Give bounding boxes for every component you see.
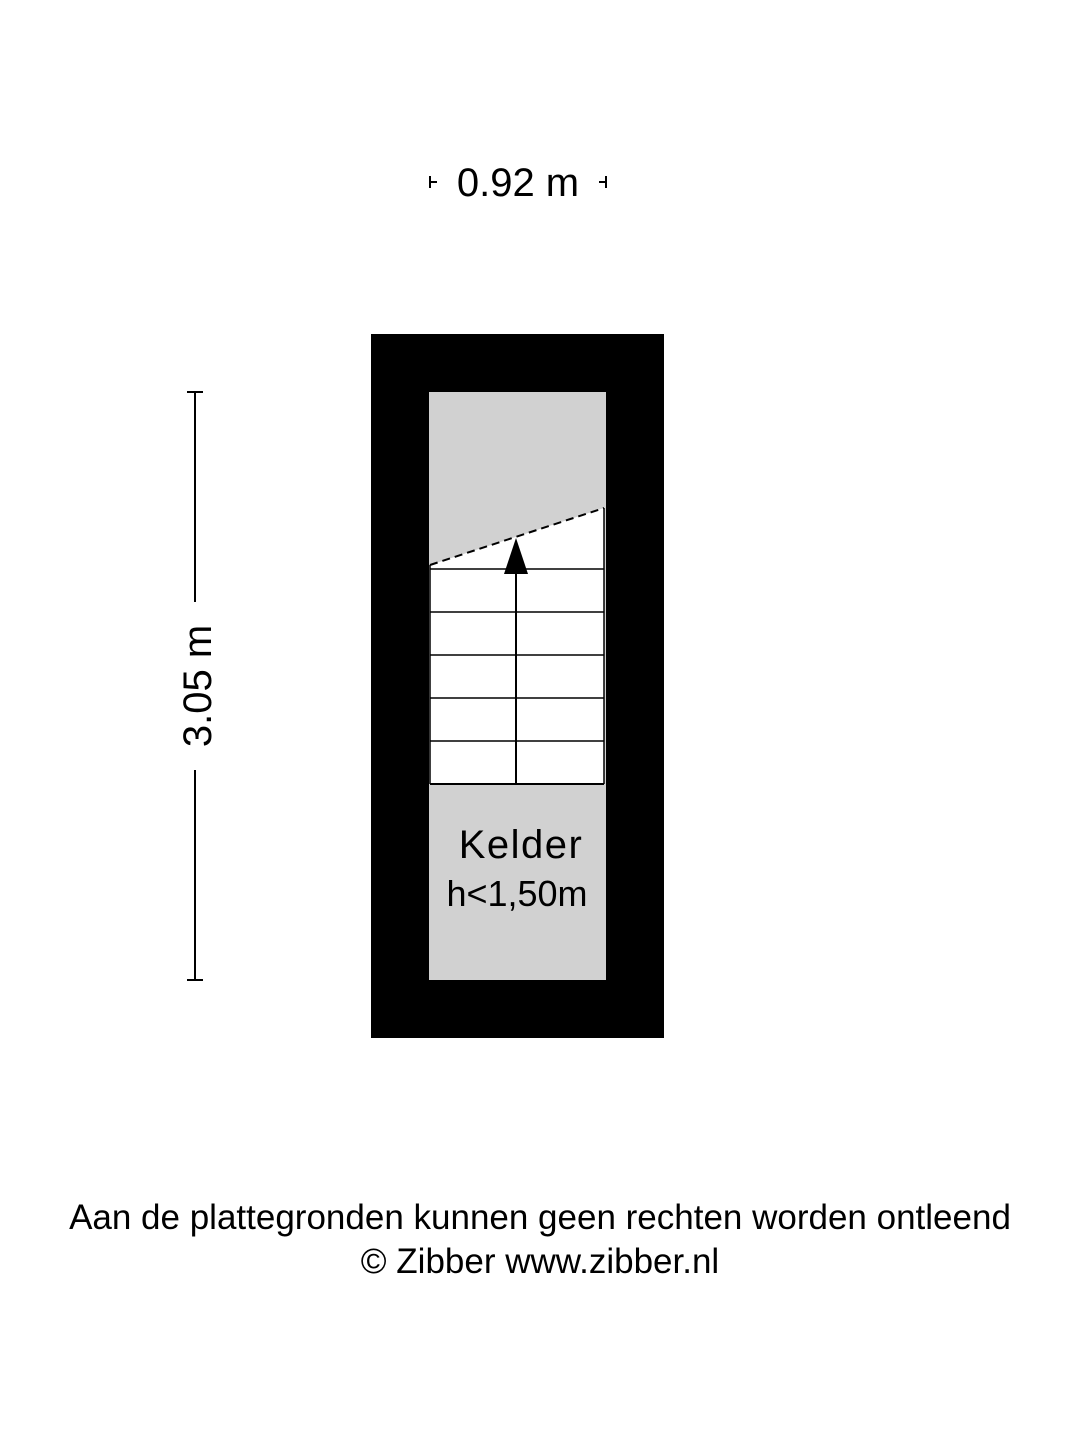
- length-dimension-label: 3.05 m: [176, 624, 220, 748]
- width-dimension-label: 0.92 m: [456, 161, 580, 205]
- room-height-note: h<1,50m: [446, 873, 588, 914]
- copyright-text: © Zibber www.zibber.nl: [360, 1242, 720, 1281]
- disclaimer-text: Aan de plattegronden kunnen geen rechten worden ontleend: [69, 1198, 1011, 1237]
- width-dimension: [430, 161, 606, 205]
- room-name: Kelder: [458, 823, 584, 867]
- length-dimension: [176, 392, 220, 980]
